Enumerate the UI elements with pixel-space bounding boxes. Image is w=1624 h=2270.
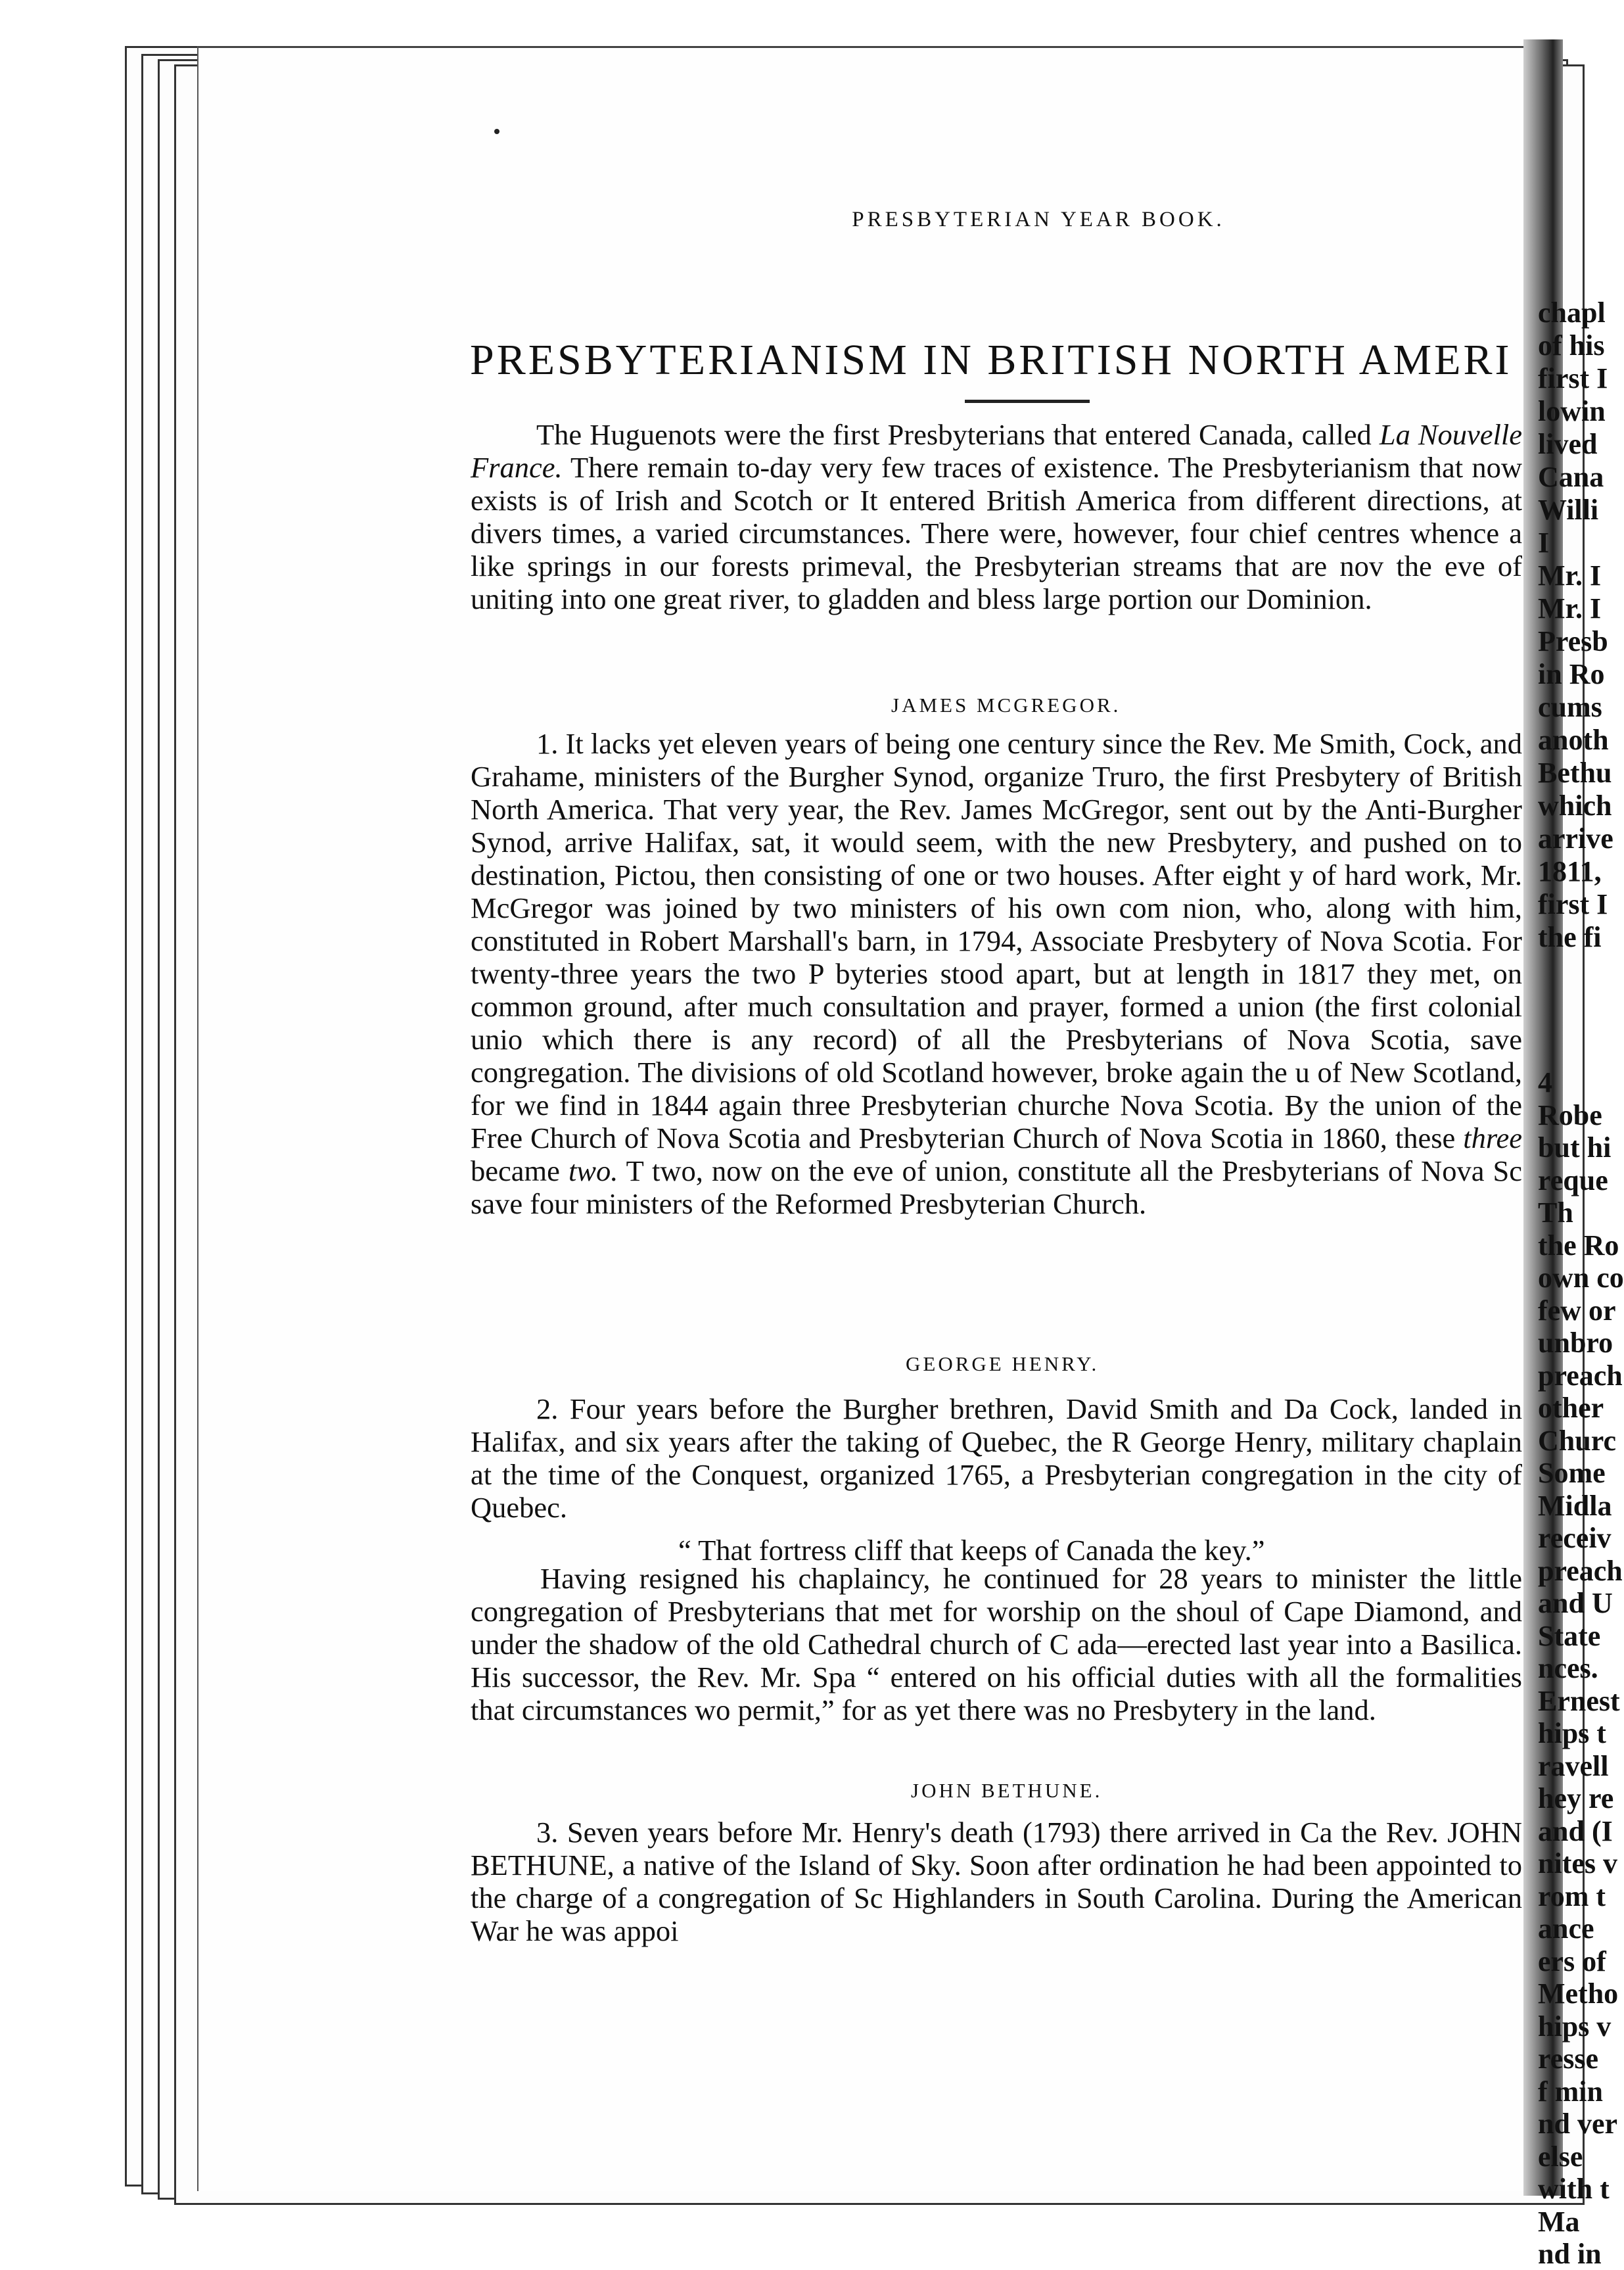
facing-page-line: Midla	[1538, 1489, 1612, 1522]
section-heading-bethune: JOHN BETHUNE.	[911, 1779, 1103, 1802]
facing-page-line: with t	[1538, 2173, 1610, 2205]
intro-italic: La Nouvelle France.	[471, 418, 1522, 484]
facing-page-line: nces.	[1538, 1652, 1598, 1684]
section-heading-mcgregor: JAMES MCGREGOR.	[891, 694, 1121, 717]
paragraph-italic: three	[1463, 1122, 1522, 1154]
facing-page-line: Willi	[1538, 494, 1599, 526]
facing-page-line: chapl	[1538, 296, 1606, 329]
mcgregor-paragraph	[471, 727, 1522, 1220]
paragraph-text: 1. It lacks yet eleven years of being one century since the Rev. Me Smith, Cock, and Grahame, ministers of the Burgher Synod, organize Truro, the first Presbytery of British North America. That very year, the Rev. James McGregor, sent out by the Anti-Burgher Synod, arrive Halifax, sat, it would seem, with the new Presbytery, and pushed on to destination, Pictou, then consisting of one or two houses. After eight y of hard work, Mr. McGregor was joined by two ministers of his own com nion, who, along with him, constituted in Robert Marshall's barn, in 1794, Associate Presbytery of Nova Scotia. For twenty-three years the two P byteries stood apart, but at length in 1817 they met, on common ground, after much consultation and prayer, formed a union (the first colonial unio which there is any record) of all the Presbyterians of Nova Scotia, save congregation. The divisions of old Scotland however, broke again the u of New Scotland, for we find in 1844 again three Presbyterian churche Nova Scotia. By the union of the Free Church of Nova Scotia and Presbyterian Church of Nova Scotia in 1860, these	[471, 727, 1522, 1154]
facing-page-line: 4	[1538, 1066, 1552, 1099]
facing-page-line: rom t	[1538, 1880, 1606, 1912]
bethune-paragraph	[471, 1816, 1522, 1947]
facing-page-line: nites v	[1538, 1847, 1617, 1880]
facing-page-line: State	[1538, 1619, 1601, 1652]
facing-page-line: the fi	[1538, 921, 1602, 953]
paragraph-text: 2. Four years before the Burgher brethren, David Smith and Da Cock, landed in Halifax, and six years after the taking of Quebec, the R George Henry, military chaplain at the time of the Conquest, organized 1765, a Presbyterian congregation in the city of Quebec.	[471, 1392, 1522, 1524]
facing-page-line: in Ro	[1538, 658, 1605, 690]
facing-page-line: nd ver	[1538, 2108, 1617, 2140]
facing-page-line: resse	[1538, 2043, 1599, 2075]
title-rule	[965, 400, 1090, 403]
verse-quote: “ That fortress cliff that keeps of Canada the key.”	[678, 1534, 1265, 1567]
facing-page-line: unbro	[1538, 1327, 1613, 1359]
chapter-title: PRESBYTERIANISM IN BRITISH NORTH AMERI	[470, 336, 1512, 384]
facing-page-line: Cana	[1538, 461, 1604, 493]
facing-page-line: Th	[1538, 1196, 1573, 1229]
facing-page-line: preach	[1538, 1554, 1623, 1587]
facing-page-line: Metho	[1538, 1977, 1619, 2010]
paragraph-text: T two, now on the eve of union, constitute all the Presbyterians of Nova Sc save four ministers of the Reformed Presbyterian Church.	[471, 1154, 1523, 1220]
facing-page-line: Robe	[1538, 1099, 1602, 1131]
paragraph-text: 3. Seven years before Mr. Henry's death (1793) there arrived in Ca the Rev. JOHN BETHUNE, a native of the Island of Sky. Soon after ordination he had been appointed to the charge of a congregation of Sc Highlanders in South Carolina. During the American War he was appoi	[471, 1816, 1522, 1947]
henry-paragraph-2	[471, 1562, 1522, 1726]
facing-page-line: anoth	[1538, 724, 1609, 756]
facing-page-line: Presb	[1538, 625, 1608, 657]
facing-page-line: which	[1538, 790, 1612, 822]
facing-page-line: hips t	[1538, 1717, 1606, 1749]
intro-text: The Huguenots were the first Presbyterians that entered Canada, called	[536, 418, 1380, 451]
facing-page-line: but hi	[1538, 1131, 1612, 1164]
paragraph-text: Having resigned his chaplaincy, he continued for 28 years to minister the little congregation of Presbyterians that met for worship on the shoul of Cape Diamond, and under the shadow of the old Cathedral church of C ada—erected last year into a Basilica. His successor, the Rev. Mr. Spa “ entered on his official duties with all the formalities that circumstances wo permit,” for as yet there was no Presbytery in the land.	[471, 1562, 1522, 1726]
facing-page-line: preach	[1538, 1359, 1623, 1392]
facing-page-line: Some	[1538, 1457, 1606, 1489]
facing-page-line: Ernest	[1538, 1684, 1620, 1717]
facing-page-line: hips v	[1538, 2010, 1612, 2043]
paragraph-text: became	[471, 1154, 568, 1187]
facing-page-line: f min	[1538, 2075, 1603, 2108]
facing-page-line: else	[1538, 2140, 1583, 2173]
facing-page-fragment	[1538, 283, 1624, 2270]
facing-page-line: and U	[1538, 1587, 1613, 1619]
intro-paragraph	[471, 418, 1522, 615]
facing-page-line: ance	[1538, 1912, 1594, 1945]
facing-page-line: hey re	[1538, 1782, 1614, 1814]
facing-page-line: first I	[1538, 362, 1608, 394]
facing-page-line: ers of	[1538, 1945, 1606, 1977]
facing-page-line: arrive	[1538, 822, 1613, 855]
facing-page-line: 1811,	[1538, 855, 1602, 887]
facing-page-line: and (I	[1538, 1814, 1613, 1847]
intro-text: There remain to-day very few traces of existence. The Presbyterianism that now exists is of Irish and Scotch or It entered British America from different directions, at divers times, a varied circumstances. There were, however, four chief centres whence a like springs in our forests primeval, the Presbyterian streams that are nov the eve of uniting into one great river, to gladden and bless large portion our Dominion.	[471, 451, 1522, 615]
facing-page-line: Mr. I	[1538, 559, 1602, 592]
ink-speck	[494, 129, 499, 134]
facing-page-line: Mr. I	[1538, 592, 1602, 625]
facing-page-line: nd in	[1538, 2238, 1602, 2270]
running-head: PRESBYTERIAN YEAR BOOK.	[852, 208, 1225, 231]
facing-page-line: reque	[1538, 1164, 1608, 1196]
facing-page-line: of his	[1538, 329, 1605, 362]
henry-paragraph	[471, 1392, 1522, 1524]
facing-page-line: other	[1538, 1392, 1604, 1424]
facing-page-line: lowin	[1538, 395, 1606, 427]
facing-page-line: receiv	[1538, 1522, 1612, 1554]
paragraph-italic: two.	[568, 1154, 618, 1187]
facing-page-line: few or	[1538, 1294, 1616, 1327]
facing-page-line: first I	[1538, 888, 1608, 920]
facing-page-line: ravell	[1538, 1749, 1609, 1782]
facing-page-line: Churc	[1538, 1424, 1616, 1457]
facing-page-line: the Ro	[1538, 1229, 1619, 1262]
section-heading-henry: GEORGE HENRY.	[906, 1352, 1100, 1375]
facing-page-line: own co	[1538, 1262, 1624, 1294]
facing-page-line: Bethu	[1538, 757, 1612, 789]
facing-page-line: lived	[1538, 428, 1598, 460]
facing-page-line: I	[1538, 527, 1550, 559]
facing-page-line: cums	[1538, 691, 1602, 723]
facing-page-line: Ma	[1538, 2205, 1580, 2238]
